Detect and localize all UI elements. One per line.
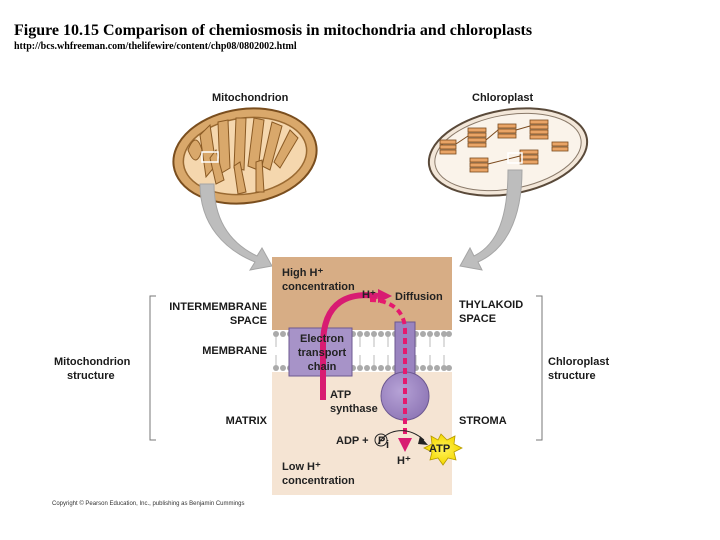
intermembrane-space-label: INTERMEMBRANE SPACE xyxy=(169,301,267,327)
etc-label: Electron transport chain xyxy=(297,333,347,373)
low-h-label: Low H⁺ concentration xyxy=(282,461,355,487)
atp-synthase-label: ATP synthase xyxy=(330,389,378,415)
chloroplast-title: Chloroplast xyxy=(472,92,534,104)
membrane-panel xyxy=(272,257,462,495)
atp-label: ATP xyxy=(429,443,451,455)
diffusion-label: Diffusion xyxy=(395,291,443,303)
figure-title: Figure 10.15 Comparison of chemiosmosis in mitochondria and chloroplasts xyxy=(14,22,533,39)
copyright-text: Copyright © Pearson Education, Inc., publishing as Benjamin Cummings xyxy=(52,501,245,507)
h-plus-bottom-label: H⁺ xyxy=(397,455,411,467)
h-plus-top-label: H⁺ xyxy=(362,289,376,301)
adp-label: ADP + xyxy=(336,435,369,447)
mitochondrion-image xyxy=(167,99,323,212)
source-url[interactable]: http://bcs.whfreeman.com/thelifewire/content/chp08/0802002.html xyxy=(14,41,297,52)
mitochondrion-title: Mitochondrion xyxy=(212,92,289,104)
stroma-label: STROMA xyxy=(459,415,507,427)
membrane-label: MEMBRANE xyxy=(202,345,267,357)
thylakoid-space-label: THYLAKOID SPACE xyxy=(459,299,524,325)
phosphate-label: P xyxy=(378,435,386,447)
left-bracket xyxy=(150,296,156,440)
phosphate-subscript: i xyxy=(386,439,390,451)
matrix-label: MATRIX xyxy=(225,415,267,427)
high-h-label: High H⁺ concentration xyxy=(282,267,355,293)
mito-structure-label: Mitochondrion structure xyxy=(54,356,131,382)
chloro-structure-label: Chloroplast structure xyxy=(548,356,610,382)
right-bracket xyxy=(536,296,542,440)
